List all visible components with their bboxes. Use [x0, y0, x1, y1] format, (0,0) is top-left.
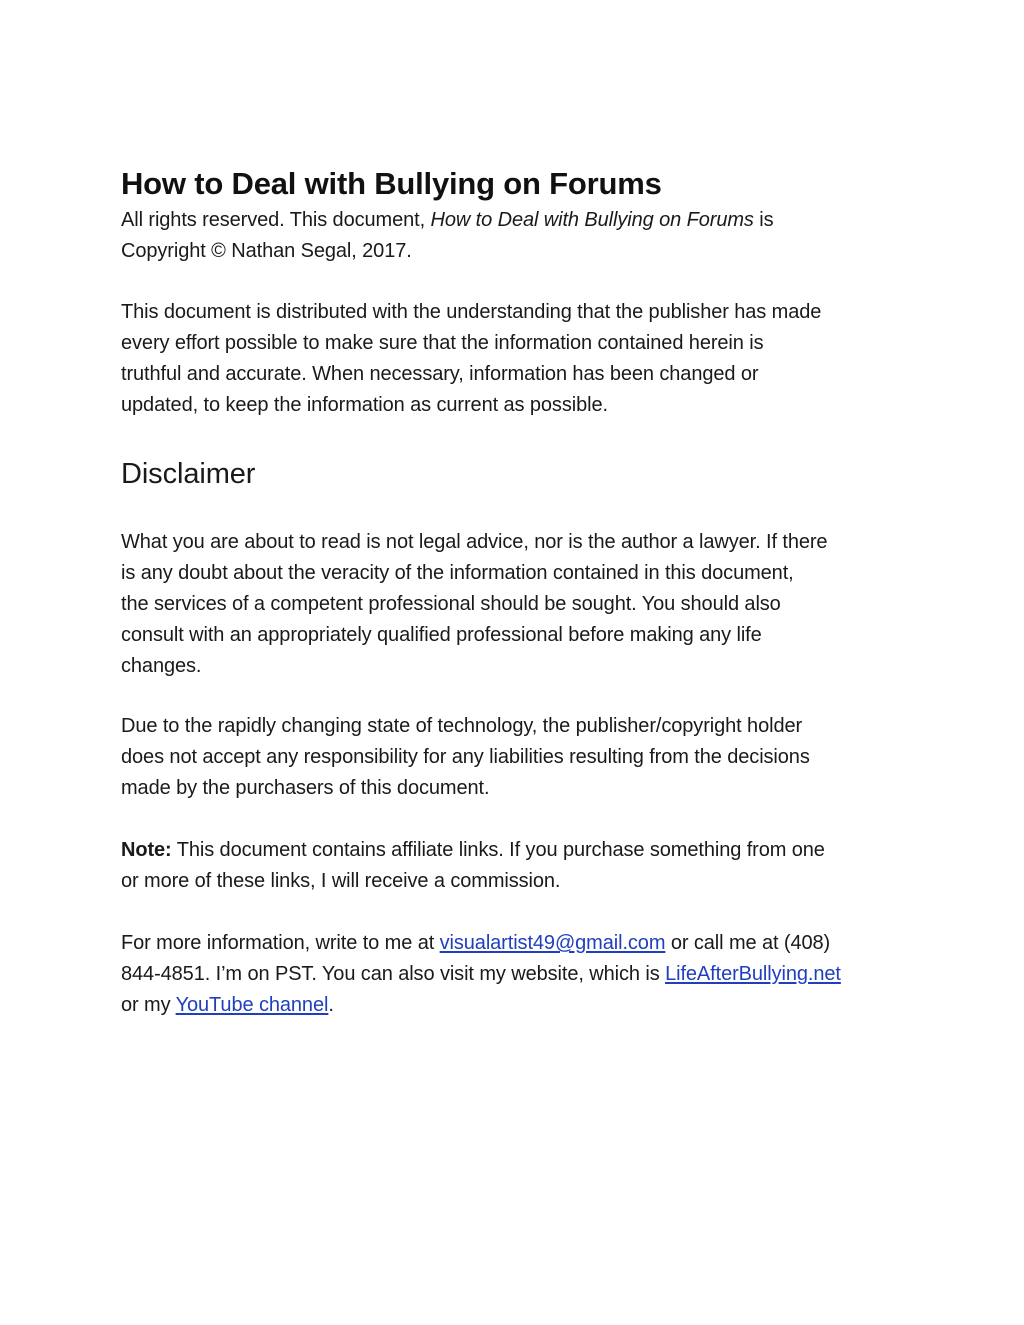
contact-text: 844-4851. I’m on PST. You can also visit my website, which is — [121, 963, 666, 985]
note-label: Note: — [121, 839, 172, 861]
disclaimer-line: changes. — [121, 655, 202, 677]
note-line: This document contains affiliate links. If you purchase something from one — [171, 839, 825, 861]
disclaimer-line: the services of a competent professional should be sought. You should also — [121, 593, 781, 615]
copyright-paragraph — [121, 205, 911, 267]
website-link[interactable]: LifeAfterBullying.net — [665, 963, 841, 985]
technology-line: Due to the rapidly changing state of technology, the publisher/copyright holder — [121, 715, 803, 737]
distribution-line: truthful and accurate. When necessary, information has been changed or — [121, 363, 759, 385]
contact-text: . — [328, 994, 334, 1016]
contact-text: For more information, write to me at — [121, 932, 440, 954]
note-paragraph — [121, 835, 911, 897]
contact-text: or call me at (408) — [665, 932, 831, 954]
email-link[interactable]: visualartist49@gmail.com — [439, 932, 666, 954]
disclaimer-paragraph — [121, 527, 911, 682]
disclaimer-line: consult with an appropriately qualified professional before making any life — [121, 624, 762, 646]
technology-paragraph — [121, 711, 911, 804]
note-line: or more of these links, I will receive a commission. — [121, 870, 561, 892]
copyright-line: Copyright © Nathan Segal, 2017. — [121, 240, 412, 262]
disclaimer-line: What you are about to read is not legal advice, nor is the author a lawyer. If there — [121, 531, 828, 553]
copyright-prefix: All rights reserved. This document, — [121, 209, 431, 231]
disclaimer-heading: Disclaimer — [121, 458, 256, 490]
technology-line: made by the purchasers of this document. — [121, 777, 490, 799]
youtube-channel-link[interactable]: YouTube channel — [175, 994, 329, 1016]
document-title: How to Deal with Bullying on Forums — [121, 166, 662, 201]
technology-line: does not accept any responsibility for any liabilities resulting from the decisions — [121, 746, 810, 768]
distribution-line: updated, to keep the information as current as possible. — [121, 394, 608, 416]
distribution-line: every effort possible to make sure that the information contained herein is — [121, 332, 764, 354]
contact-text: or my — [121, 994, 176, 1016]
copyright-suffix: is — [753, 209, 774, 231]
contact-paragraph — [121, 928, 911, 1021]
disclaimer-line: is any doubt about the veracity of the information contained in this document, — [121, 562, 794, 584]
copyright-title-italic: How to Deal with Bullying on Forums — [430, 209, 754, 231]
distribution-paragraph — [121, 297, 911, 421]
distribution-line: This document is distributed with the understanding that the publisher has made — [121, 301, 822, 323]
